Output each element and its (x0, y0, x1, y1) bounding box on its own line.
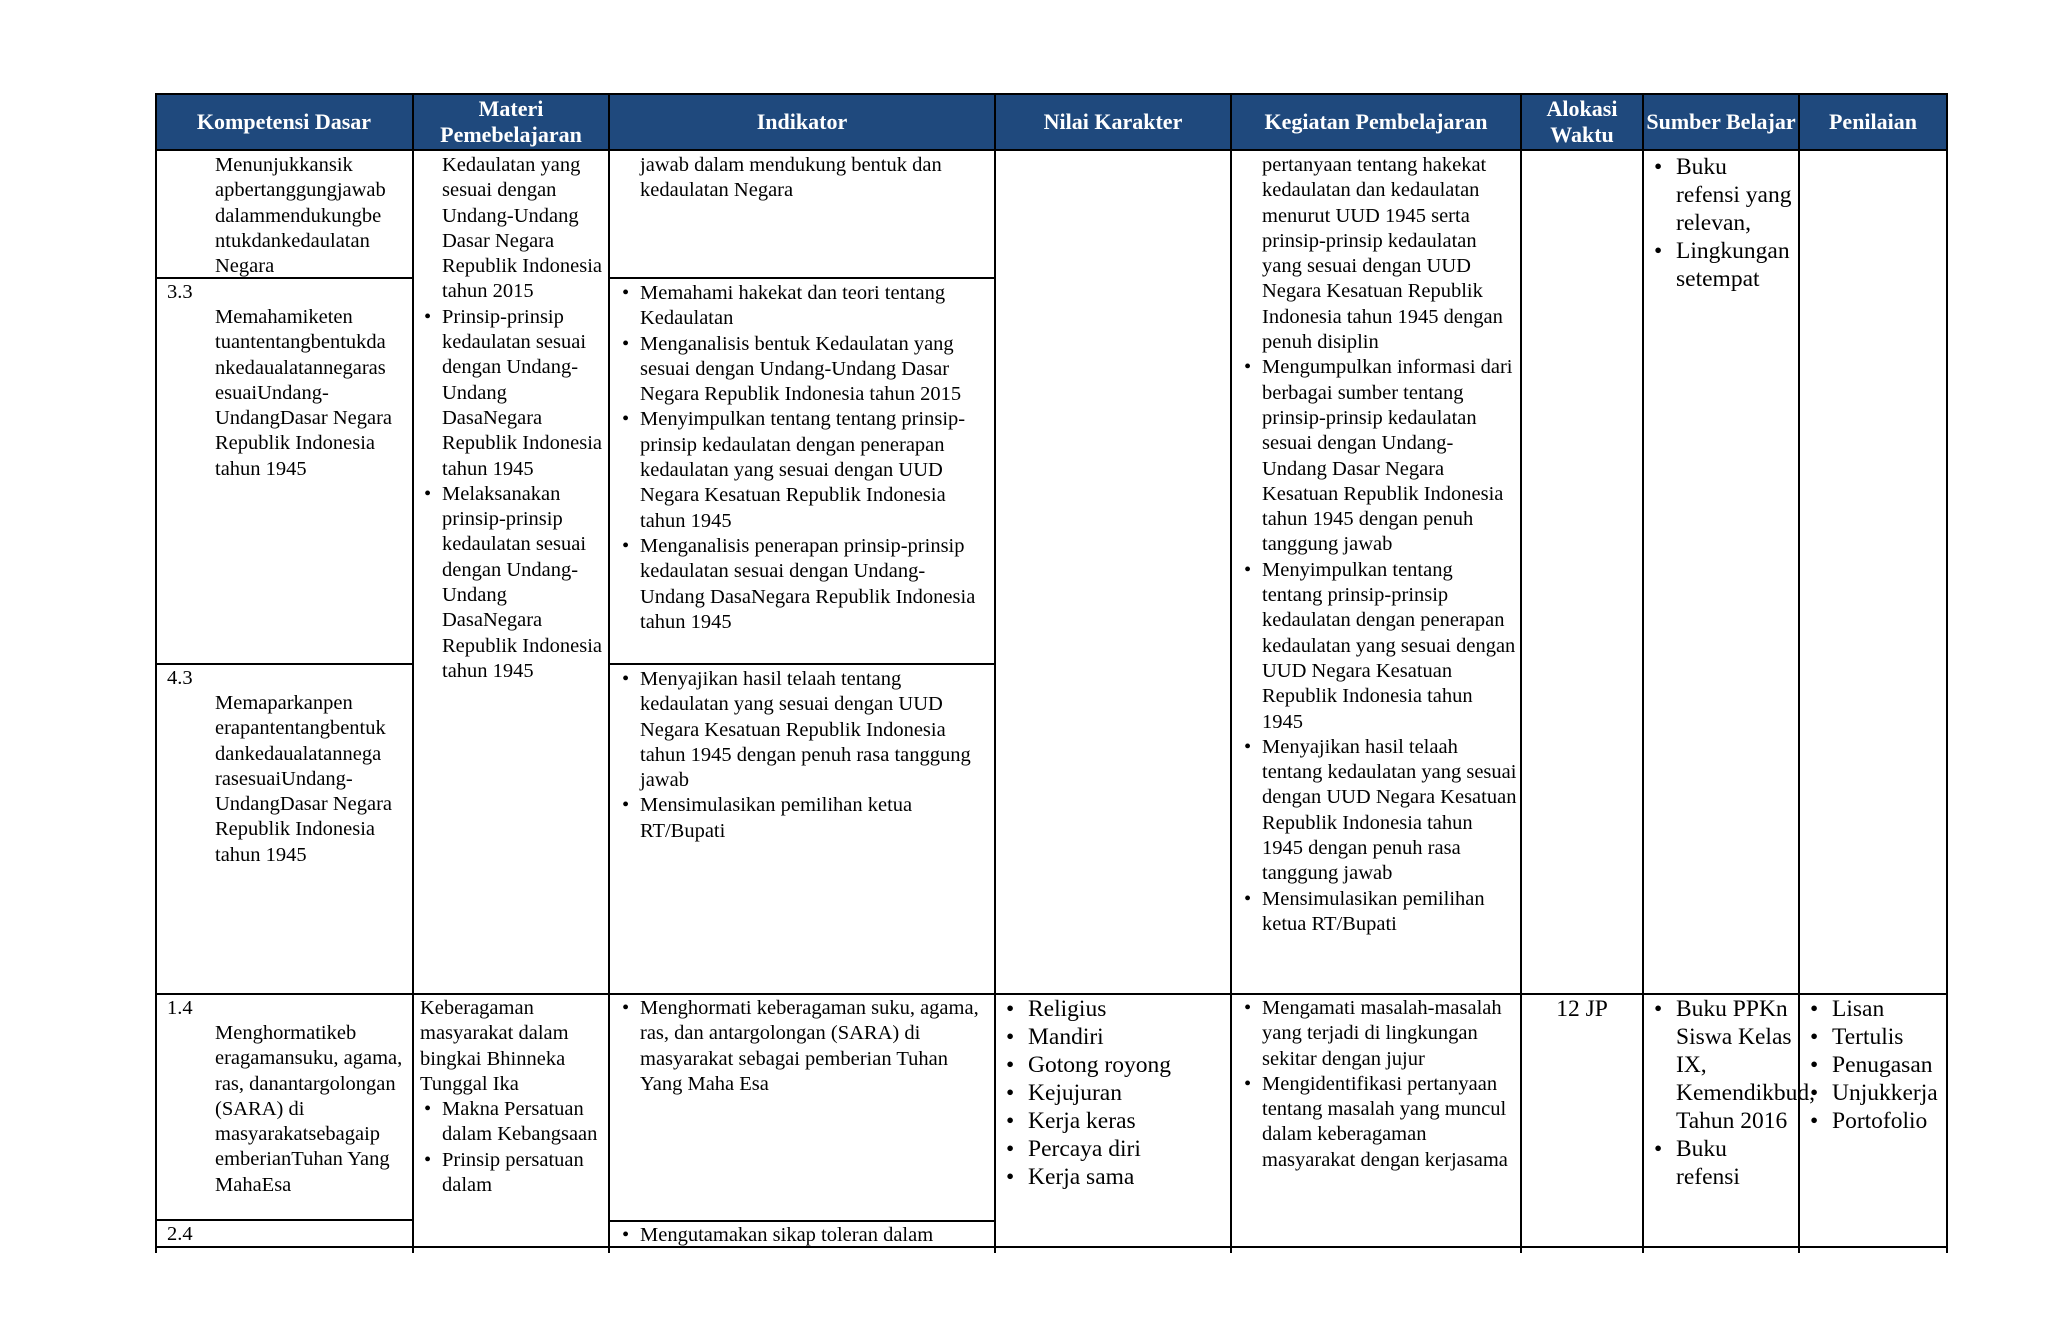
list-item: • Buku refensi yang relevan, (1650, 153, 1796, 237)
materi-intro: Kedaulatan yang sesuai dengan Undang-Undang Dasar Negara Republik Indonesia tahun 2015 (442, 154, 602, 303)
sumber-cell (1650, 995, 1816, 1191)
list-item: • Menganalisis penerapan prinsip-prinsip kedaulatan sesuai dengan Undang-Undang DasaNegara Republik Indonesia tahun 1945 (618, 534, 990, 635)
cell-divider (608, 663, 995, 665)
cell-divider (155, 1219, 413, 1221)
list-item: • Buku PPKn Siswa Kelas IX, Kemendikbud, Tahun 2016 (1650, 995, 1796, 1135)
list-item: • Mensimulasikan pemilihan ketua RT/Bupati (618, 793, 990, 844)
list-item: • Gotong royong (1002, 1051, 1228, 1079)
kegiatan-cell (1240, 153, 1518, 937)
nilai-cell (1002, 995, 1228, 1191)
list-item: • Menganalisis bentuk Kedaulatan yang sesuai dengan Undang-Undang Dasar Negara Republik Indonesia tahun 2015 (618, 332, 990, 408)
penilaian-cell (1806, 995, 1946, 1135)
list-item: • Mandiri (1002, 1023, 1228, 1051)
list-item: • Mengumpulkan informasi dari berbagai sumber tentang prinsip-prinsip kedaulatan sesuai dengan Undang-Undang Dasar Negara Kesatuan Republik Indonesia tahun 1945 dengan penuh tanggung jawab (1240, 355, 1518, 557)
list-item: • Penugasan (1806, 1051, 1946, 1079)
header-nilai-karakter: Nilai Karakter (1043, 109, 1183, 134)
row-divider (155, 1246, 1948, 1248)
header-alokasi: Alokasi Waktu (1546, 96, 1618, 147)
grid-line (1946, 93, 1948, 1253)
indikator-text: jawab dalam mendukung bentuk dan kedaulatan Negara (640, 154, 942, 202)
list-item: • Menyajikan hasil telaah tentang kedaulatan yang sesuai dengan UUD Negara Kesatuan Republik Indonesia tahun 1945 dengan penuh rasa tanggung jawab (618, 667, 990, 793)
list-item: • Lingkungan setempat (1650, 237, 1796, 293)
indikator-cell (618, 667, 990, 844)
list-item: • Makna Persatuan dalam Kebangsaan (420, 1097, 604, 1148)
kd-cell-text: Menghormatikeb eragamansuku, agama, ras, danantargolongan (SARA) di masyarakatsebagaip emberianTuhan Yang MahaEsa (215, 1022, 403, 1196)
grid-line (1230, 93, 1232, 1253)
indikator-cell (618, 1223, 990, 1248)
list-item: • Menyimpulkan tentang tentang prinsip-prinsip kedaulatan dengan penerapan kedaulatan yang sesuai dengan UUD Negara Kesatuan Republik Indonesia tahun 1945 (1240, 558, 1518, 735)
kd-cell-text: Memaparkanpen erapantentangbentuk dankedaualatannega rasesuaiUndang-UndangDasar Negara Republik Indonesia tahun 1945 (215, 692, 393, 866)
kd-number: 2.4 (167, 1223, 193, 1245)
list-item: • Melaksanakan prinsip-prinsip kedaulatan sesuai dengan Undang-Undang DasaNegara Republik Indonesia tahun 1945 (420, 482, 604, 684)
materi-cell (420, 153, 604, 684)
grid-line (608, 93, 610, 1253)
grid-line (155, 93, 157, 1253)
kd-number: 4.3 (167, 667, 193, 689)
list-item: • Tertulis (1806, 1023, 1946, 1051)
list-item: • Mensimulasikan pemilihan ketua RT/Bupati (1240, 887, 1518, 938)
grid-line (994, 93, 996, 1253)
header-penilaian: Penilaian (1828, 109, 1917, 134)
grid-line (1520, 93, 1522, 1253)
list-item: • Prinsip-prinsip kedaulatan sesuai dengan Undang-Undang DasaNegara Republik Indonesia tahun 1945 (420, 305, 604, 482)
header-sumber: Sumber Belajar (1646, 109, 1796, 134)
list-item: • Kejujuran (1002, 1079, 1228, 1107)
indikator-cell (618, 996, 990, 1097)
list-item: • Mengamati masalah-masalah yang terjadi di lingkungan sekitar dengan jujur (1240, 996, 1518, 1072)
header-kompetensi-dasar: Kompetensi Dasar (196, 109, 372, 134)
cell-divider (155, 663, 413, 665)
header-kegiatan: Kegiatan Pembelajaran (1264, 109, 1488, 134)
kegiatan-intro: pertanyaan tentang hakekat kedaulatan dan kedaulatan menurut UUD 1945 serta prinsip-prinsip kedaulatan yang sesuai dengan UUD Negara Kesatuan Republik Indonesia tahun 1945 dengan penuh disiplin (1262, 154, 1503, 354)
cell-divider (608, 1220, 995, 1222)
kd-number: 1.4 (167, 997, 193, 1019)
grid-line (412, 93, 414, 1253)
list-item: • Buku refensi (1650, 1135, 1796, 1191)
alokasi-waktu: 12 JP (1556, 996, 1608, 1022)
list-item: • Unjukkerja (1806, 1079, 1946, 1107)
list-item: • Kerja sama (1002, 1163, 1228, 1191)
list-item: • Mengutamakan sikap toleran dalam (618, 1223, 990, 1248)
kd-number: 3.3 (167, 281, 193, 303)
sumber-cell (1650, 153, 1796, 293)
materi-cell (420, 996, 604, 1198)
indikator-cell (618, 281, 990, 635)
kegiatan-cell (1240, 996, 1518, 1173)
list-item: • Lisan (1806, 995, 1946, 1023)
cell-divider (608, 277, 995, 279)
list-item: • Memahami hakekat dan teori tentang Kedaulatan (618, 281, 990, 332)
list-item: • Religius (1002, 995, 1228, 1023)
list-item: • Percaya diri (1002, 1135, 1228, 1163)
materi-intro: Keberagaman masyarakat dalam bingkai Bhinneka Tunggal Ika (420, 997, 569, 1095)
header-indikator: Indikator (756, 109, 848, 134)
list-item: • Kerja keras (1002, 1107, 1228, 1135)
list-item: • Portofolio (1806, 1107, 1946, 1135)
list-item: • Menyimpulkan tentang tentang prinsip-prinsip kedaulatan dengan penerapan kedaulatan yang sesuai dengan UUD Negara Kesatuan Republik Indonesia tahun 1945 (618, 407, 990, 533)
list-item: • Mengidentifikasi pertanyaan tentang masalah yang muncul dalam keberagaman masyarakat dengan kerjasama (1240, 1072, 1518, 1173)
kd-cell-text: Memahamiketen tuantentangbentukda nkedaualatannegaras esuaiUndang-UndangDasar Negara Republik Indonesia tahun 1945 (215, 306, 393, 480)
list-item: • Menghormati keberagaman suku, agama, ras, dan antargolongan (SARA) di masyarakat sebagai pemberian Tuhan Yang Maha Esa (618, 996, 990, 1097)
list-item: • Prinsip persatuan dalam (420, 1148, 604, 1199)
grid-line (1642, 93, 1644, 1253)
header-materi: Materi Pemebelajaran (440, 96, 582, 147)
kd-cell-text: Menunjukkansik apbertanggungjawab dalammendukungbe ntukdankedaulatan Negara (215, 154, 386, 278)
list-item: • Menyajikan hasil telaah tentang kedaulatan yang sesuai dengan UUD Negara Kesatuan Republik Indonesia tahun 1945 dengan penuh rasa tanggung jawab (1240, 735, 1518, 887)
